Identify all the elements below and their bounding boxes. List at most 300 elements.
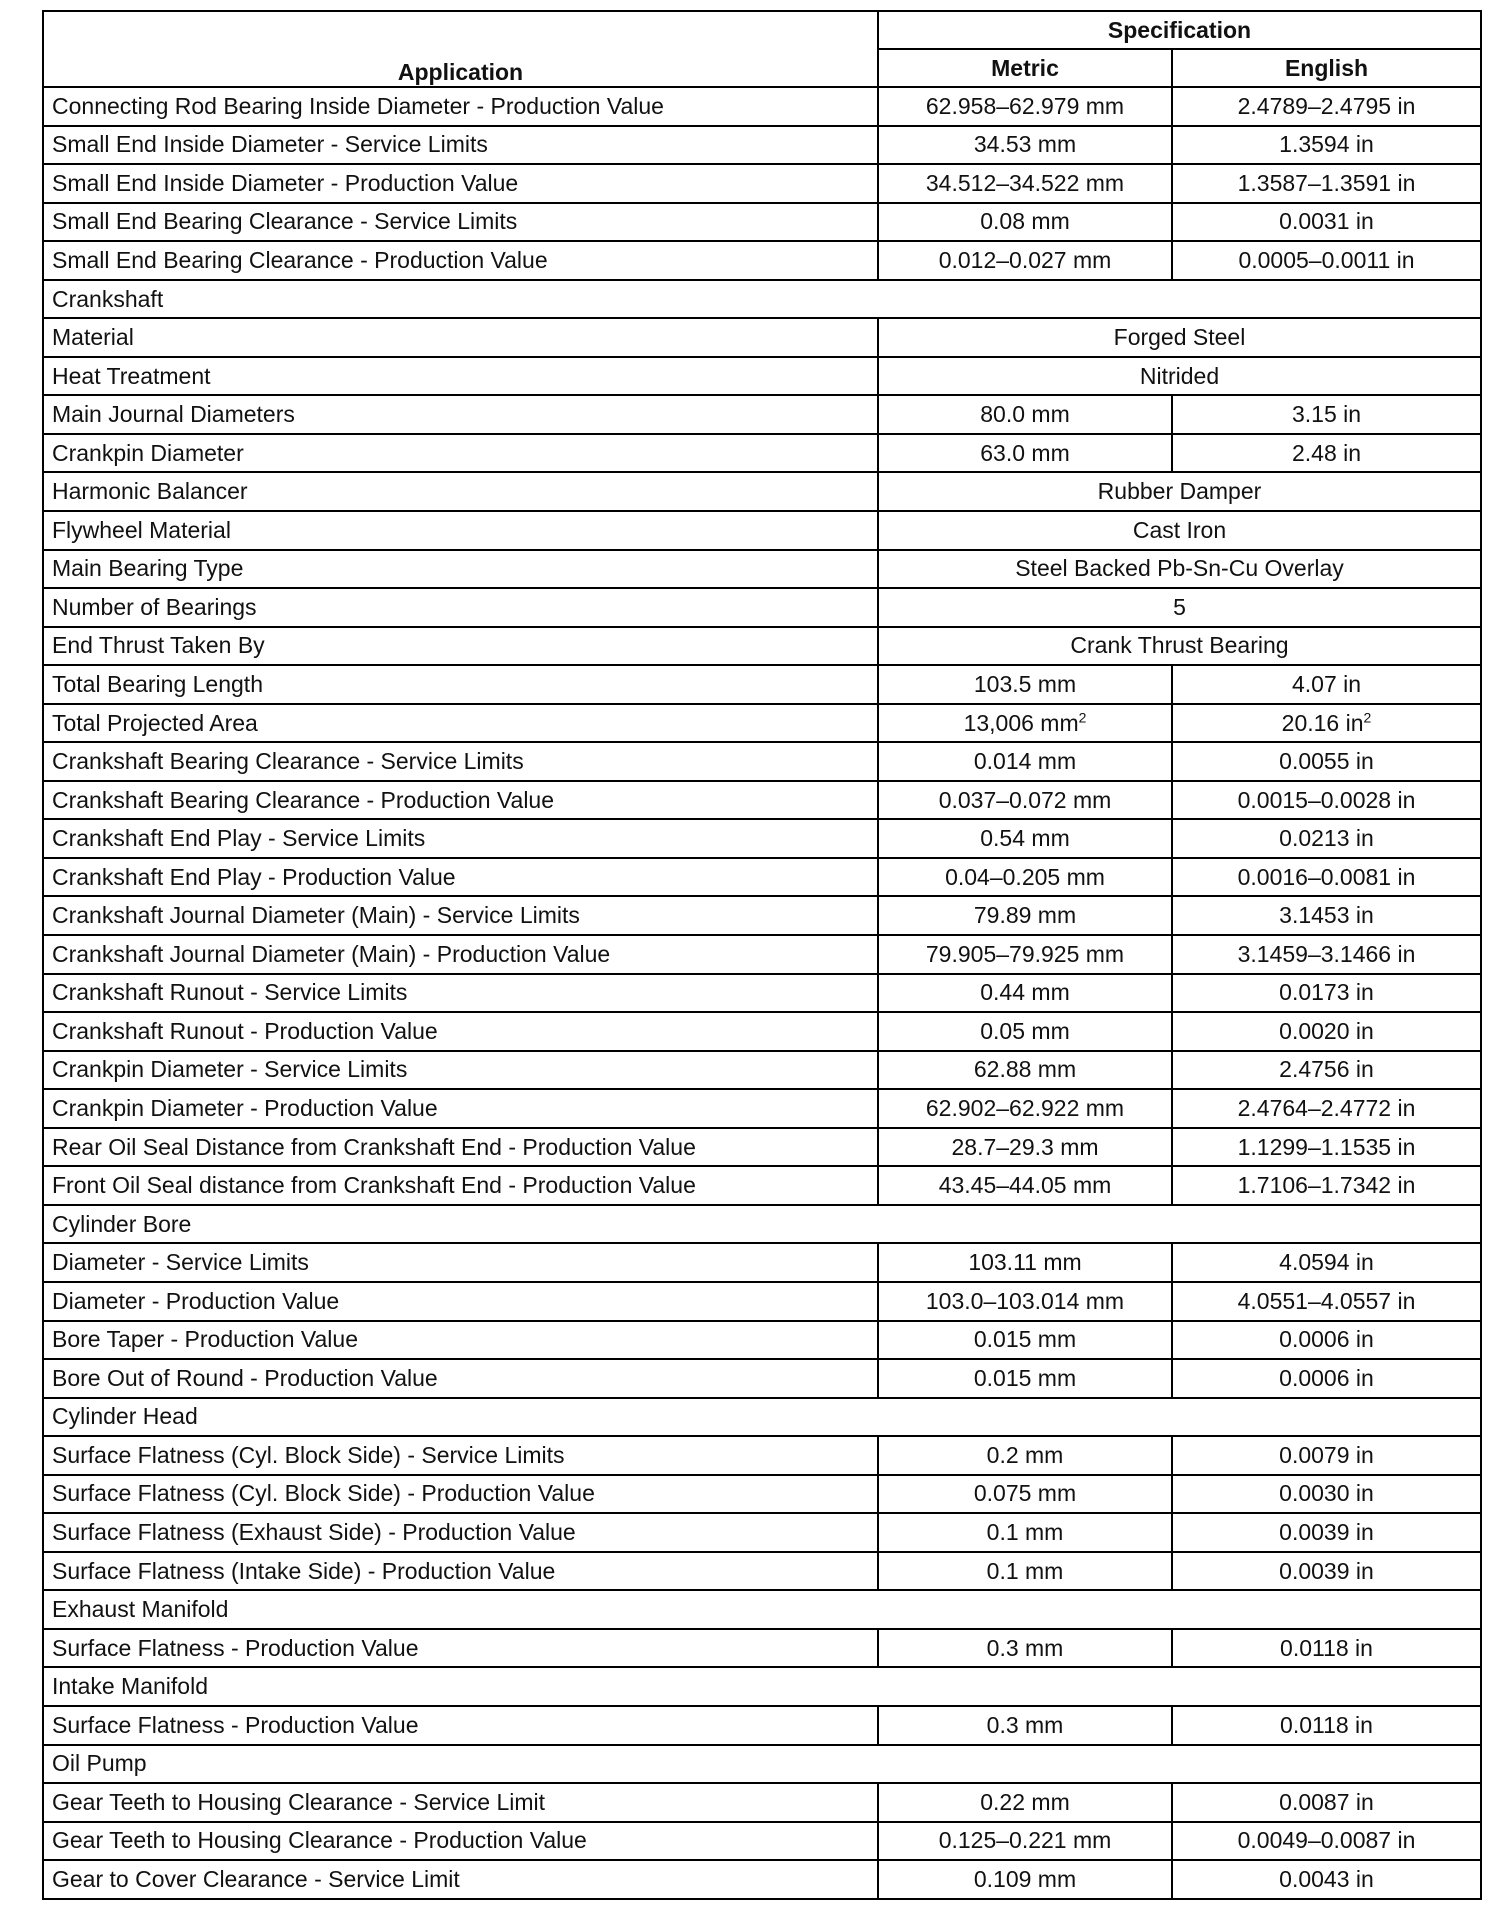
english-cell-text: 20.16 in: [1281, 709, 1364, 736]
specification-value-cell: [878, 472, 1481, 511]
metric-cell-text: 34.512–34.522 mm: [925, 169, 1125, 196]
table-row: [43, 164, 1481, 203]
section-label: [43, 1745, 1481, 1784]
table-row: [43, 935, 1481, 974]
application-cell-text: Flywheel Material: [52, 516, 231, 543]
specification-value-cell: [878, 550, 1481, 589]
section-label-text: Cylinder Head: [52, 1403, 198, 1430]
table-row: [43, 1128, 1481, 1167]
application-cell-text: Surface Flatness (Cyl. Block Side) - Production Value: [52, 1480, 595, 1507]
metric-cell: [878, 704, 1172, 743]
metric-cell-text: 79.89 mm: [973, 902, 1077, 929]
application-cell-text: End Thrust Taken By: [52, 632, 265, 659]
application-cell-text: Surface Flatness (Cyl. Block Side) - Service Limits: [52, 1441, 565, 1468]
application-cell-text: Small End Inside Diameter - Service Limits: [52, 131, 488, 158]
english-cell-text: 4.07 in: [1291, 670, 1362, 697]
english-cell: [1172, 742, 1481, 781]
application-cell-text: Crankshaft Bearing Clearance - Production Value: [52, 786, 555, 813]
application-cell: [43, 126, 878, 165]
english-cell: [1172, 164, 1481, 203]
table-row: [43, 665, 1481, 704]
english-cell-text: 2.4789–2.4795 in: [1237, 92, 1416, 119]
metric-cell-text: 0.109 mm: [973, 1865, 1077, 1892]
table-row: [43, 1552, 1481, 1591]
table-row: [43, 1282, 1481, 1321]
english-cell-text: 0.0020 in: [1279, 1017, 1374, 1044]
table-row: [43, 1166, 1481, 1205]
metric-cell-text: 62.88 mm: [973, 1056, 1077, 1083]
metric-cell-text: 0.014 mm: [973, 748, 1077, 775]
metric-cell-text: 103.0–103.014 mm: [925, 1287, 1125, 1314]
metric-cell: [878, 203, 1172, 242]
english-cell-text: 0.0043 in: [1279, 1865, 1374, 1892]
metric-cell-text: 0.015 mm: [973, 1364, 1077, 1391]
section-row: [43, 1745, 1481, 1784]
english-cell-text: 1.3587–1.3591 in: [1237, 169, 1416, 196]
table-row: [43, 87, 1481, 126]
english-superscript: 2: [1363, 708, 1372, 725]
application-cell: [43, 1359, 878, 1398]
table-row: [43, 434, 1481, 473]
application-cell: [43, 1051, 878, 1090]
metric-cell-text: 79.905–79.925 mm: [925, 940, 1125, 967]
table-row: [43, 1051, 1481, 1090]
metric-cell-text: 43.45–44.05 mm: [938, 1172, 1112, 1199]
english-cell: [1172, 87, 1481, 126]
metric-cell: [878, 935, 1172, 974]
application-cell-text: Surface Flatness - Production Value: [52, 1634, 419, 1661]
table-row: [43, 1706, 1481, 1745]
metric-cell-text: 0.2 mm: [986, 1441, 1064, 1468]
metric-cell: [878, 819, 1172, 858]
section-label-text: Cylinder Bore: [52, 1210, 192, 1237]
metric-cell: [878, 1243, 1172, 1282]
section-label: [43, 280, 1481, 319]
metric-cell-text: 80.0 mm: [980, 401, 1070, 428]
english-cell: [1172, 781, 1481, 820]
english-cell-text: 1.7106–1.7342 in: [1237, 1172, 1416, 1199]
section-label-text: Crankshaft: [52, 285, 164, 312]
english-cell: [1172, 1051, 1481, 1090]
table-row: [43, 241, 1481, 280]
section-label: [43, 1667, 1481, 1706]
application-cell-text: Surface Flatness (Exhaust Side) - Production Value: [52, 1519, 576, 1545]
application-cell-text: Crankpin Diameter: [52, 439, 244, 466]
application-cell: [43, 742, 878, 781]
application-cell: [43, 1089, 878, 1128]
table-row: [43, 704, 1481, 743]
application-header: Application: [43, 11, 878, 87]
table-row: [43, 1629, 1481, 1668]
application-cell-text: Diameter - Service Limits: [52, 1249, 309, 1276]
metric-cell: [878, 164, 1172, 203]
table-row: [43, 126, 1481, 165]
header-row: [43, 11, 1481, 49]
table-row: [43, 511, 1481, 550]
application-cell: [43, 1166, 878, 1205]
table-row: [43, 781, 1481, 820]
metric-cell: [878, 1089, 1172, 1128]
application-cell-text: Crankshaft Journal Diameter (Main) - Production Value: [52, 940, 611, 967]
english-cell-text: 3.1453 in: [1279, 902, 1374, 929]
table-row: [43, 1089, 1481, 1128]
metric-cell: [878, 974, 1172, 1013]
application-cell-text: Front Oil Seal distance from Crankshaft End - Production Value: [52, 1172, 696, 1199]
section-row: [43, 1590, 1481, 1629]
english-cell-text: 0.0213 in: [1279, 825, 1374, 852]
application-cell-text: Diameter - Production Value: [52, 1287, 340, 1314]
application-cell-text: Surface Flatness - Production Value: [52, 1711, 419, 1738]
specification-value-cell-text: Cast Iron: [1132, 516, 1227, 543]
section-label: [43, 1590, 1481, 1629]
metric-cell: [878, 1051, 1172, 1090]
table-row: [43, 896, 1481, 935]
application-cell-text: Gear Teeth to Housing Clearance - Production Value: [52, 1827, 587, 1854]
table-row: [43, 742, 1481, 781]
metric-cell: [878, 126, 1172, 165]
specification-value-cell: [878, 357, 1481, 396]
table-row: [43, 588, 1481, 627]
english-cell: [1172, 1128, 1481, 1167]
metric-cell: [878, 665, 1172, 704]
english-cell-text: 2.4756 in: [1279, 1056, 1374, 1083]
section-row: [43, 1667, 1481, 1706]
table-row: [43, 1436, 1481, 1475]
application-cell: [43, 203, 878, 242]
english-cell: [1172, 395, 1481, 434]
metric-cell: [878, 1706, 1172, 1745]
english-cell: [1172, 1860, 1481, 1899]
english-cell-text: 1.1299–1.1535 in: [1237, 1133, 1416, 1160]
metric-header: Metric: [878, 49, 1172, 87]
english-cell-text: 0.0087 in: [1279, 1788, 1374, 1815]
metric-cell: [878, 1513, 1172, 1552]
application-cell: [43, 87, 878, 126]
application-cell: [43, 1629, 878, 1668]
application-cell-text: Crankshaft End Play - Service Limits: [52, 825, 426, 852]
application-cell: [43, 1475, 878, 1514]
metric-cell-text: 34.53 mm: [973, 131, 1077, 158]
english-cell: [1172, 126, 1481, 165]
english-cell: [1172, 1783, 1481, 1822]
metric-cell-text: 0.05 mm: [980, 1017, 1070, 1044]
application-cell: [43, 896, 878, 935]
table-row: [43, 1359, 1481, 1398]
english-cell-text: 4.0551–4.0557 in: [1237, 1287, 1416, 1314]
metric-cell: [878, 1629, 1172, 1668]
application-cell-text: Crankpin Diameter - Service Limits: [52, 1056, 408, 1083]
english-cell: [1172, 665, 1481, 704]
specification-value-cell: [878, 318, 1481, 357]
metric-cell: [878, 1436, 1172, 1475]
metric-cell: [878, 1282, 1172, 1321]
application-cell: [43, 1860, 878, 1899]
application-cell: [43, 627, 878, 666]
english-cell: [1172, 1321, 1481, 1360]
section-label: [43, 1398, 1481, 1437]
application-cell: [43, 1243, 878, 1282]
application-cell: [43, 434, 878, 473]
specification-value-cell: [878, 627, 1481, 666]
application-cell: [43, 665, 878, 704]
section-row: [43, 1398, 1481, 1437]
application-cell-text: Crankshaft Journal Diameter (Main) - Service Limits: [52, 902, 580, 929]
table-row: [43, 974, 1481, 1013]
metric-cell: [878, 1475, 1172, 1514]
metric-cell-text: 0.015 mm: [973, 1326, 1077, 1353]
english-cell: [1172, 203, 1481, 242]
application-cell: [43, 935, 878, 974]
metric-cell-text: 0.3 mm: [986, 1711, 1064, 1738]
application-cell: [43, 781, 878, 820]
application-cell: [43, 1128, 878, 1167]
application-cell-text: Rear Oil Seal Distance from Crankshaft End - Production Value: [52, 1133, 696, 1160]
english-cell-text: 0.0039 in: [1279, 1557, 1374, 1584]
application-cell-text: Main Journal Diameters: [52, 401, 295, 428]
table-row: [43, 395, 1481, 434]
table-row: [43, 472, 1481, 511]
specification-value-cell: [878, 511, 1481, 550]
table-row: [43, 318, 1481, 357]
application-cell: [43, 1552, 878, 1591]
english-cell-text: 0.0079 in: [1279, 1441, 1374, 1468]
table-row: [43, 203, 1481, 242]
application-cell: [43, 588, 878, 627]
application-cell-text: Harmonic Balancer: [52, 478, 248, 505]
metric-cell-text: 0.08 mm: [980, 208, 1070, 235]
english-cell: [1172, 1706, 1481, 1745]
application-cell: [43, 164, 878, 203]
metric-cell: [878, 781, 1172, 820]
application-cell-text: Crankshaft End Play - Production Value: [52, 863, 456, 890]
english-cell-text: 0.0039 in: [1279, 1519, 1374, 1545]
table-row: [43, 1475, 1481, 1514]
metric-cell-text: 0.54 mm: [980, 825, 1070, 852]
metric-cell-text: 62.958–62.979 mm: [925, 92, 1125, 119]
metric-cell: [878, 1128, 1172, 1167]
metric-cell-text: 0.1 mm: [986, 1519, 1064, 1545]
metric-cell: [878, 1012, 1172, 1051]
table-row: [43, 1012, 1481, 1051]
metric-cell-text: 0.1 mm: [986, 1557, 1064, 1584]
metric-cell-text: 103.5 mm: [973, 670, 1077, 697]
application-cell: [43, 1513, 878, 1552]
english-cell: [1172, 1359, 1481, 1398]
application-cell-text: Total Bearing Length: [52, 670, 263, 697]
application-cell: [43, 395, 878, 434]
english-cell: [1172, 241, 1481, 280]
application-cell: [43, 1706, 878, 1745]
specification-header: Specification: [878, 11, 1481, 49]
application-cell-text: Crankpin Diameter - Production Value: [52, 1094, 438, 1121]
metric-cell-text: 63.0 mm: [980, 439, 1070, 466]
english-cell: [1172, 704, 1481, 743]
section-row: [43, 1205, 1481, 1244]
english-cell: [1172, 974, 1481, 1013]
english-cell-text: 0.0030 in: [1279, 1480, 1374, 1507]
english-cell-text: 2.4764–2.4772 in: [1237, 1094, 1416, 1121]
application-cell-text: Gear to Cover Clearance - Service Limit: [52, 1865, 460, 1892]
table-row: [43, 627, 1481, 666]
application-cell-text: Crankshaft Bearing Clearance - Service Limits: [52, 748, 524, 775]
application-cell: [43, 1321, 878, 1360]
application-cell-text: Small End Bearing Clearance - Service Limits: [52, 208, 518, 235]
english-cell: [1172, 434, 1481, 473]
specification-value-cell-text: Forged Steel: [1113, 324, 1246, 351]
english-cell: [1172, 1513, 1481, 1552]
application-cell: [43, 357, 878, 396]
metric-cell: [878, 1822, 1172, 1861]
section-label-text: Oil Pump: [52, 1750, 147, 1777]
english-cell: [1172, 1282, 1481, 1321]
specification-table: [42, 10, 1482, 1900]
english-cell-text: 2.48 in: [1291, 439, 1362, 466]
section-label-text: Intake Manifold: [52, 1673, 208, 1700]
english-cell-text: 0.0173 in: [1279, 979, 1374, 1006]
metric-cell-text: 0.125–0.221 mm: [938, 1827, 1112, 1854]
english-cell: [1172, 1012, 1481, 1051]
table-row: [43, 1822, 1481, 1861]
application-cell: [43, 1282, 878, 1321]
specification-value-cell: [878, 588, 1481, 627]
english-cell: [1172, 1243, 1481, 1282]
application-cell-text: Small End Inside Diameter - Production Value: [52, 169, 519, 196]
metric-cell-text: 0.037–0.072 mm: [938, 786, 1112, 813]
application-cell-text: Total Projected Area: [52, 709, 258, 736]
metric-cell: [878, 434, 1172, 473]
application-cell-text: Small End Bearing Clearance - Production Value: [52, 246, 548, 273]
application-cell: [43, 472, 878, 511]
table-row: [43, 1783, 1481, 1822]
table-row: [43, 357, 1481, 396]
application-cell: [43, 1822, 878, 1861]
table-row: [43, 819, 1481, 858]
application-cell-text: Connecting Rod Bearing Inside Diameter - Production Value: [52, 92, 664, 119]
metric-cell: [878, 1860, 1172, 1899]
english-cell: [1172, 819, 1481, 858]
specification-value-cell-text: Crank Thrust Bearing: [1070, 632, 1289, 659]
english-cell-text: 4.0594 in: [1279, 1249, 1374, 1276]
application-cell-text: Bore Out of Round - Production Value: [52, 1364, 438, 1391]
metric-cell: [878, 742, 1172, 781]
specification-value-cell-text: Nitrided: [1139, 362, 1220, 389]
english-cell-text: 0.0015–0.0028 in: [1237, 786, 1416, 813]
application-cell-text: Crankshaft Runout - Production Value: [52, 1017, 438, 1044]
metric-cell-text: 0.22 mm: [980, 1788, 1070, 1815]
metric-cell-text: 0.075 mm: [973, 1480, 1077, 1507]
english-cell: [1172, 1552, 1481, 1591]
english-cell-text: 0.0118 in: [1280, 1711, 1373, 1738]
english-cell: [1172, 896, 1481, 935]
english-cell-text: 0.0006 in: [1279, 1326, 1374, 1353]
application-cell: [43, 318, 878, 357]
english-cell-text: 0.0031 in: [1279, 208, 1374, 235]
metric-cell: [878, 896, 1172, 935]
metric-cell: [878, 1166, 1172, 1205]
english-cell-text: 0.0118 in: [1280, 1634, 1373, 1661]
metric-cell: [878, 858, 1172, 897]
metric-cell: [878, 1321, 1172, 1360]
metric-cell-text: 103.11 mm: [968, 1249, 1082, 1276]
application-cell: [43, 1436, 878, 1475]
metric-cell-text: 0.04–0.205 mm: [945, 863, 1105, 890]
specification-value-cell-text: Steel Backed Pb-Sn-Cu Overlay: [1015, 555, 1344, 582]
english-cell: [1172, 1629, 1481, 1668]
metric-cell: [878, 87, 1172, 126]
application-cell-text: Material: [52, 324, 134, 351]
english-cell-text: 1.3594 in: [1279, 131, 1374, 158]
application-cell-text: Number of Bearings: [52, 593, 257, 620]
table-row: [43, 550, 1481, 589]
english-cell: [1172, 1436, 1481, 1475]
metric-cell: [878, 241, 1172, 280]
metric-cell: [878, 395, 1172, 434]
english-cell-text: 0.0005–0.0011 in: [1238, 246, 1415, 273]
metric-cell: [878, 1552, 1172, 1591]
application-cell: [43, 974, 878, 1013]
english-header: English: [1172, 49, 1481, 87]
english-cell: [1172, 1475, 1481, 1514]
specification-value-cell-text: 5: [1173, 593, 1186, 620]
application-cell-text: Gear Teeth to Housing Clearance - Service Limit: [52, 1788, 546, 1815]
application-cell-text: Crankshaft Runout - Service Limits: [52, 979, 408, 1006]
application-cell: [43, 550, 878, 589]
table-row: [43, 1513, 1481, 1552]
application-cell-text: Main Bearing Type: [52, 555, 244, 582]
metric-cell-text: 28.7–29.3 mm: [951, 1133, 1099, 1160]
section-label: [43, 1205, 1481, 1244]
application-cell: [43, 511, 878, 550]
application-cell: [43, 819, 878, 858]
english-cell: [1172, 858, 1481, 897]
application-cell: [43, 1783, 878, 1822]
metric-cell-text: 13,006 mm: [963, 709, 1079, 736]
english-cell-text: 0.0016–0.0081 in: [1237, 863, 1416, 890]
application-cell: [43, 1012, 878, 1051]
table-row: [43, 1860, 1481, 1899]
english-cell-text: 0.0049–0.0087 in: [1237, 1827, 1416, 1854]
english-cell-text: 3.15 in: [1291, 401, 1362, 428]
application-cell-text: Heat Treatment: [52, 362, 211, 389]
metric-cell-text: 0.3 mm: [986, 1634, 1064, 1661]
application-cell: [43, 241, 878, 280]
english-cell: [1172, 935, 1481, 974]
specification-value-cell-text: Rubber Damper: [1097, 478, 1262, 505]
application-cell-text: Surface Flatness (Intake Side) - Production Value: [52, 1557, 556, 1584]
metric-cell: [878, 1783, 1172, 1822]
section-row: [43, 280, 1481, 319]
application-cell-text: Bore Taper - Production Value: [52, 1326, 358, 1353]
table-row: [43, 858, 1481, 897]
metric-cell-text: 0.012–0.027 mm: [938, 246, 1112, 273]
table-row: [43, 1243, 1481, 1282]
english-cell: [1172, 1822, 1481, 1861]
english-cell-text: 0.0055 in: [1279, 748, 1374, 775]
application-cell: [43, 858, 878, 897]
english-cell-text: 0.0006 in: [1279, 1364, 1374, 1391]
english-cell: [1172, 1166, 1481, 1205]
table-row: [43, 1321, 1481, 1360]
table-body: [43, 87, 1481, 1899]
application-cell: [43, 704, 878, 743]
english-cell: [1172, 1089, 1481, 1128]
metric-cell: [878, 1359, 1172, 1398]
metric-superscript: 2: [1078, 708, 1087, 725]
metric-cell-text: 0.44 mm: [980, 979, 1070, 1006]
metric-cell-text: 62.902–62.922 mm: [925, 1094, 1125, 1121]
english-cell-text: 3.1459–3.1466 in: [1237, 940, 1416, 967]
section-label-text: Exhaust Manifold: [52, 1596, 229, 1623]
